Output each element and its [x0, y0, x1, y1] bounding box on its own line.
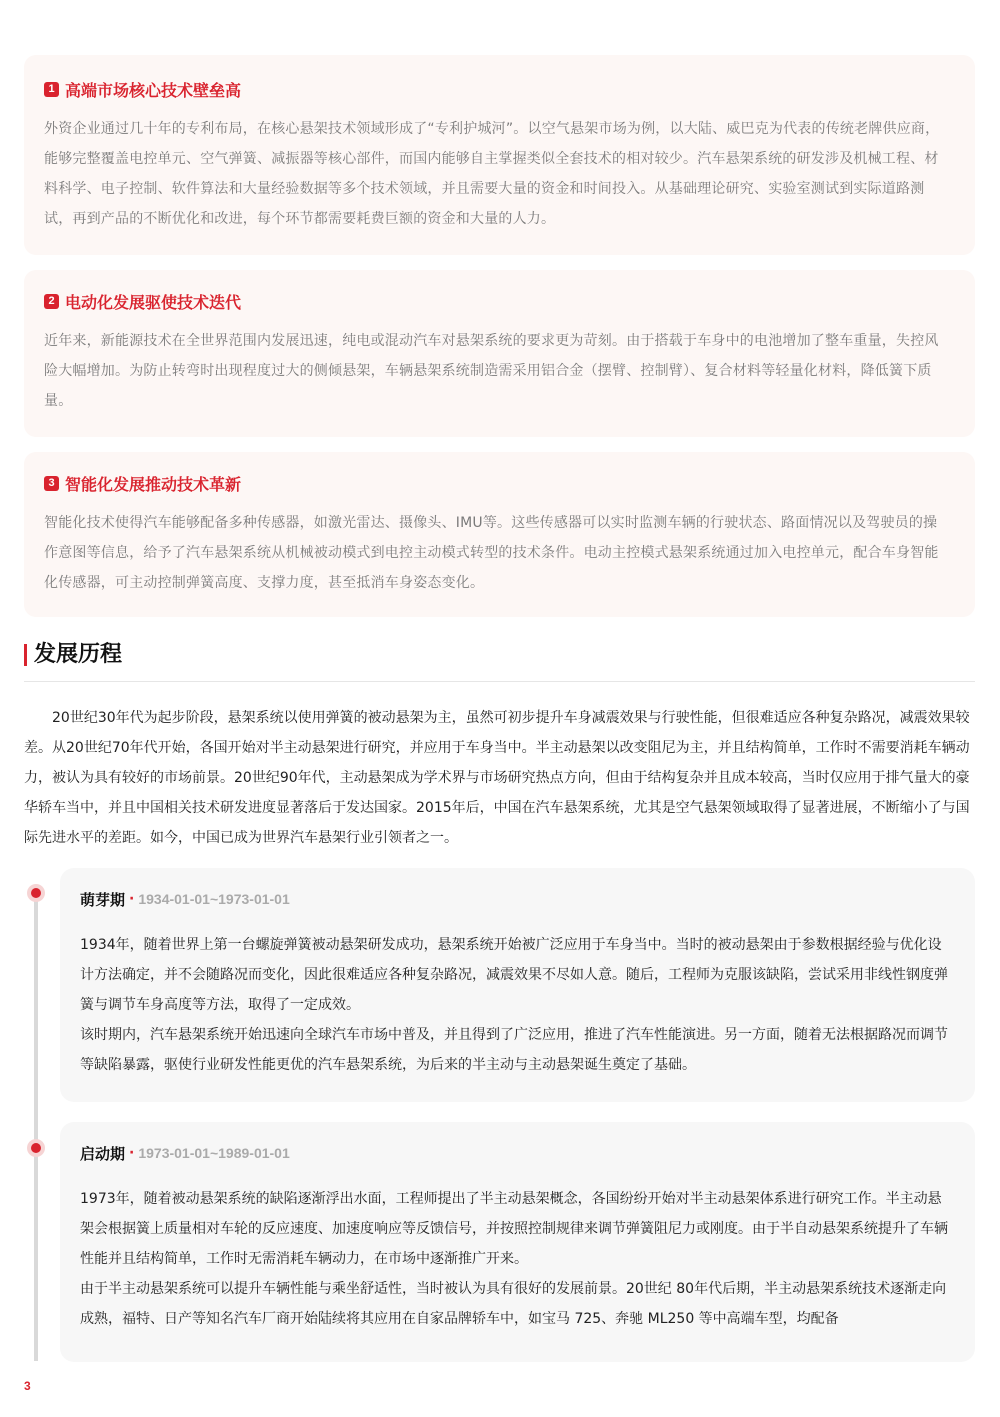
- feature-card-1: [24, 55, 975, 255]
- phase-paragraph: 该时期内，汽车悬架系统开始迅速向全球汽车市场中普及，并且得到了广泛应用，推进了汽车性能演进。另一方面，随着无法根据路况而调节等缺陷暴露，驱使行业研发性能更优的汽车悬架系统，为后来的半主动与主动悬架诞生奠定了基础。: [80, 1027, 948, 1073]
- phase-body: [80, 1184, 953, 1334]
- section-intro: 20世纪30年代为起步阶段，悬架系统以使用弹簧的被动悬架为主，虽然可初步提升车身减震效果与行驶性能，但很难适应各种复杂路况，减震效果较差。从20世纪70年代开始，各国开始对半主动悬架进行研究，并应用于车身当中。半主动悬架以改变阻尼为主，并且结构简单，工作时不需要消耗车辆动力，被认为具有较好的市场前景。20世纪90年代，主动悬架成为学术界与市场研究热点方向，但由于结构复杂并且成本较高，当时仅应用于排气量大的豪华轿车当中，并且中国相关技术研发进度显著落后于发达国家。2015年后，中国在汽车悬架系统，尤其是空气悬架领域取得了显著进展，不断缩小了与国际先进水平的差距。如今，中国已成为世界汽车悬架行业引领者之一。: [24, 710, 970, 846]
- card-number-badge: 2: [44, 294, 59, 309]
- card-title-row: [44, 75, 951, 103]
- card-title: 高端市场核心技术壁垒高: [65, 80, 242, 100]
- timeline-phase-2: [60, 1122, 975, 1362]
- card-title: 智能化发展推动技术革新: [65, 474, 242, 494]
- phase-paragraph: 1973年，随着被动悬架系统的缺陷逐渐浮出水面，工程师提出了半主动悬架概念，各国纷纷开始对半主动悬架体系进行研究工作。半主动悬架会根据簧上质量相对车轮的反应速度、加速度响应等反馈信号，并按照控制规律来调节弹簧阻尼力或刚度。由于半自动悬架系统提升了车辆性能并且结构简单，工作时无需消耗车辆动力，在市场中逐渐推广开来。: [80, 1191, 948, 1267]
- section-title: 发展历程: [34, 642, 123, 667]
- feature-card-3: [24, 452, 975, 617]
- phase-body: [80, 930, 953, 1080]
- phase-name: 萌芽期: [80, 890, 126, 909]
- timeline-dot-icon: [27, 1139, 45, 1157]
- card-title-row: [44, 287, 951, 315]
- card-number-badge: 3: [44, 476, 59, 491]
- feature-card-2: [24, 270, 975, 437]
- card-body: 近年来，新能源技术在全世界范围内发展迅速，纯电或混动汽车对悬架系统的要求更为苛刻。由于搭载于车身中的电池增加了整车重量，失控风险大幅增加。为防止转弯时出现程度过大的侧倾悬架，车辆悬架系统制造需采用铝合金（摆臂、控制臂）、复合材料等轻量化材料，降低簧下质量。: [44, 333, 939, 409]
- page-number: 3: [24, 1379, 31, 1393]
- phase-separator: ·: [129, 891, 135, 907]
- phase-separator: ·: [129, 1145, 135, 1161]
- card-title: 电动化发展驱使技术迭代: [65, 292, 242, 312]
- phase-header: [80, 884, 953, 914]
- phase-date-range: 1934-01-01~1973-01-01: [138, 891, 290, 907]
- card-title-row: [44, 469, 951, 497]
- phase-name: 启动期: [80, 1144, 126, 1163]
- timeline-phase-1: [60, 868, 975, 1102]
- card-body: 智能化技术使得汽车能够配备多种传感器，如激光雷达、摄像头、IMU等。这些传感器可以实时监测车辆的行驶状态、路面情况以及驾驶员的操作意图等信息，给予了汽车悬架系统从机械被动模式到电控主动模式转型的技术条件。电动主控模式悬架系统通过加入电控单元，配合车身智能化传感器，可主动控制弹簧高度、支撑力度，甚至抵消车身姿态变化。: [44, 515, 939, 591]
- timeline-line: [34, 893, 38, 1361]
- phase-date-range: 1973-01-01~1989-01-01: [138, 1145, 290, 1161]
- card-number-badge: 1: [44, 82, 59, 97]
- phase-header: [80, 1138, 953, 1168]
- section-accent-bar: [24, 644, 27, 666]
- section-header: [24, 638, 975, 682]
- phase-paragraph: 由于半主动悬架系统可以提升车辆性能与乘坐舒适性，当时被认为具有很好的发展前景。20世纪 80年代后期，半主动悬架系统技术逐渐走向成熟，福特、日产等知名汽车厂商开始陆续将其应用在自家品牌轿车中，如宝马 725、奔驰 ML250 等中高端车型，均配备: [80, 1281, 947, 1327]
- phase-paragraph: 1934年，随着世界上第一台螺旋弹簧被动悬架研发成功，悬架系统开始被广泛应用于车身当中。当时的被动悬架由于参数根据经验与优化设计方法确定，并不会随路况而变化，因此很难适应各种复杂路况，减震效果不尽如人意。随后，工程师为克服该缺陷，尝试采用非线性钢度弹簧与调节车身高度等方法，取得了一定成效。: [80, 937, 948, 1013]
- card-body: 外资企业通过几十年的专利布局，在核心悬架技术领域形成了“专利护城河”。以空气悬架市场为例，以大陆、威巴克为代表的传统老牌供应商，能够完整覆盖电控单元、空气弹簧、减振器等核心部件，而国内能够自主掌握类似全套技术的相对较少。汽车悬架系统的研发涉及机械工程、材料科学、电子控制、软件算法和大量经验数据等多个技术领域，并且需要大量的资金和时间投入。从基础理论研究、实验室测试到实际道路测试，再到产品的不断优化和改进，每个环节都需要耗费巨额的资金和大量的人力。: [44, 121, 940, 227]
- timeline-dot-icon: [27, 884, 45, 902]
